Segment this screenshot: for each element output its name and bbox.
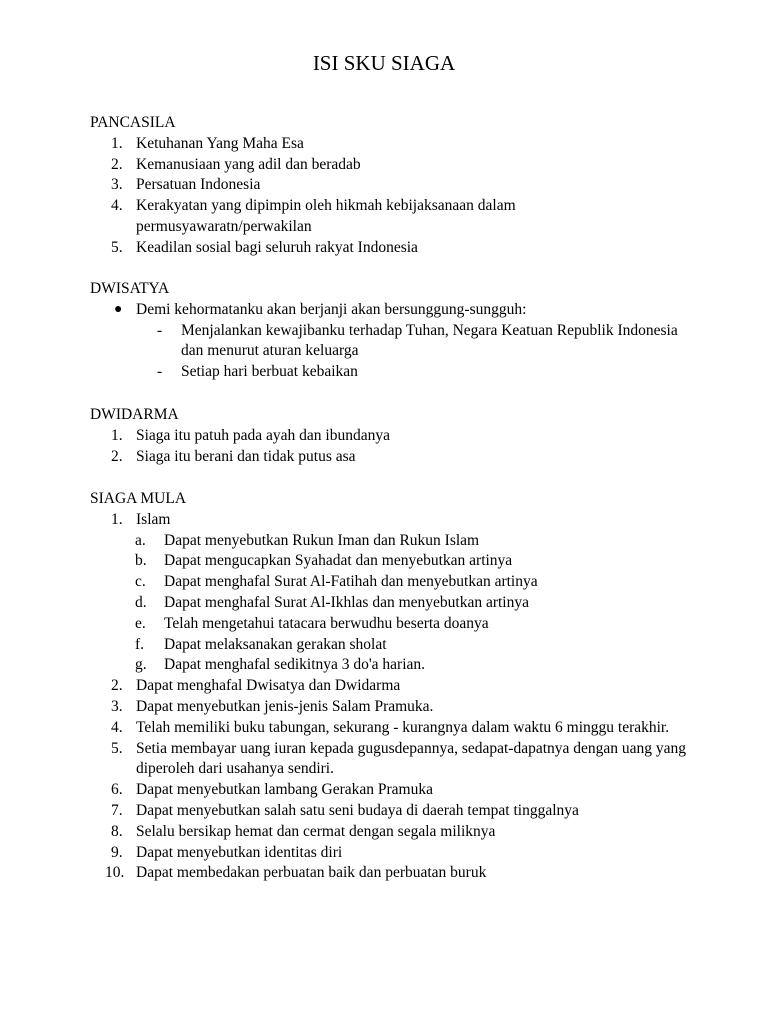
item-text: Kemanusiaan yang adil dan beradab <box>136 155 361 173</box>
bullet-item <box>90 300 708 321</box>
dash-item <box>90 362 708 383</box>
item-number: 1. <box>111 426 123 444</box>
item-text: Siaga itu berani dan tidak putus asa <box>136 447 356 465</box>
sub-list-item <box>90 593 708 614</box>
page-title: ISI SKU SIAGA <box>312 51 456 75</box>
item-number: 3. <box>111 176 123 194</box>
item-text: Selalu bersikap hemat dan cermat dengan segala miliknya <box>136 822 496 840</box>
item-number: 5. <box>111 238 123 256</box>
section-pancasila <box>90 113 708 259</box>
list-item <box>90 175 708 196</box>
item-text: Dapat mengucapkan Syahadat dan menyebutkan artinya <box>164 552 513 570</box>
item-letter: c. <box>135 573 146 591</box>
item-number: 10. <box>105 864 125 882</box>
item-number: 5. <box>111 739 123 757</box>
item-number: 9. <box>111 843 123 861</box>
list-item <box>90 739 708 781</box>
item-text: Ketuhanan Yang Maha Esa <box>136 134 304 152</box>
item-text: Dapat menyebutkan Rukun Iman dan Rukun Islam <box>164 531 480 549</box>
section-siaga-mula <box>90 489 708 884</box>
list-item <box>90 697 708 718</box>
item-text: Dapat membedakan perbuatan baik dan perbuatan buruk <box>136 864 487 882</box>
item-letter: e. <box>135 614 146 632</box>
sub-list-item <box>90 614 708 635</box>
item-letter: b. <box>135 552 147 570</box>
item-text: Setia membayar uang iuran kepada gugusdepannya, sedapat-dapatnya dengan uang yang diperoleh dari usahanya sendiri. <box>136 739 687 778</box>
item-number: 8. <box>111 822 123 840</box>
section-heading: PANCASILA <box>90 114 176 131</box>
list-item <box>90 447 708 468</box>
item-text: Dapat melaksanakan gerakan sholat <box>164 635 387 653</box>
list-item <box>90 676 708 697</box>
sub-list-item <box>90 635 708 656</box>
bullet-icon: ● <box>114 301 123 317</box>
section-heading: DWIDARMA <box>90 406 179 423</box>
item-number: 4. <box>111 718 123 736</box>
item-letter: d. <box>135 593 147 611</box>
list-item <box>90 426 708 447</box>
list-item <box>90 238 708 259</box>
sub-list-item <box>90 531 708 552</box>
item-text: Dapat menyebutkan salah satu seni budaya di daerah tempat tinggalnya <box>136 801 579 819</box>
item-number: 1. <box>111 510 123 528</box>
dash-icon: - <box>157 363 163 381</box>
item-number: 4. <box>111 197 123 215</box>
sub-list-item <box>90 655 708 676</box>
item-number: 1. <box>111 134 123 152</box>
item-text: Siaga itu patuh pada ayah dan ibundanya <box>136 426 390 444</box>
list-item <box>90 863 708 884</box>
item-number: 3. <box>111 697 123 715</box>
list-item <box>90 196 708 238</box>
section-dwidarma <box>90 405 708 467</box>
item-text: Islam <box>136 510 171 528</box>
dash-item <box>90 321 708 363</box>
item-text: Telah memiliki buku tabungan, sekurang - kurangnya dalam waktu 6 minggu terakhir. <box>136 718 670 736</box>
section-dwisatya <box>90 279 708 383</box>
item-number: 2. <box>111 677 123 695</box>
item-text: Dapat menghafal Surat Al-Fatihah dan menyebutkan artinya <box>164 573 538 591</box>
list-item <box>90 801 708 822</box>
item-text: Keadilan sosial bagi seluruh rakyat Indonesia <box>136 238 418 256</box>
section-heading: DWISATYA <box>90 280 170 297</box>
item-text: Demi kehormatanku akan berjanji akan bersunggung-sungguh: <box>136 300 527 318</box>
item-number: 7. <box>111 801 123 819</box>
item-text: Menjalankan kewajibanku terhadap Tuhan, Negara Keatuan Republik Indonesia dan menurut aturan keluarga <box>181 321 678 360</box>
item-number: 2. <box>111 155 123 173</box>
list-item <box>90 718 708 739</box>
item-text: Persatuan Indonesia <box>136 176 261 194</box>
item-text: Telah mengetahui tatacara berwudhu beserta doanya <box>164 614 489 632</box>
item-text: Kerakyatan yang dipimpin oleh hikmah kebijaksanaan dalam permusyawaratn/perwakilan <box>136 197 516 235</box>
item-text: Dapat menghafal sedikitnya 3 do'a harian. <box>164 656 426 674</box>
item-text: Dapat menyebutkan identitas diri <box>136 843 343 861</box>
item-number: 6. <box>111 781 123 799</box>
item-text: Dapat menyebutkan jenis-jenis Salam Pramuka. <box>136 697 434 715</box>
list-item <box>90 510 708 531</box>
dash-icon: - <box>157 321 163 339</box>
list-item <box>90 780 708 801</box>
item-letter: g. <box>135 656 147 674</box>
item-text: Setiap hari berbuat kebaikan <box>181 363 358 381</box>
item-text: Dapat menyebutkan lambang Gerakan Pramuka <box>136 781 433 799</box>
list-item <box>90 155 708 176</box>
item-letter: a. <box>135 531 146 549</box>
item-text: Dapat menghafal Dwisatya dan Dwidarma <box>136 677 401 695</box>
list-item <box>90 134 708 155</box>
sub-list-item <box>90 572 708 593</box>
item-letter: f. <box>135 635 145 653</box>
list-item <box>90 822 708 843</box>
item-text: Dapat menghafal Surat Al-Ikhlas dan menyebutkan artinya <box>164 593 529 611</box>
list-item <box>90 843 708 864</box>
sub-list-item <box>90 551 708 572</box>
section-heading: SIAGA MULA <box>90 490 187 507</box>
item-number: 2. <box>111 447 123 465</box>
